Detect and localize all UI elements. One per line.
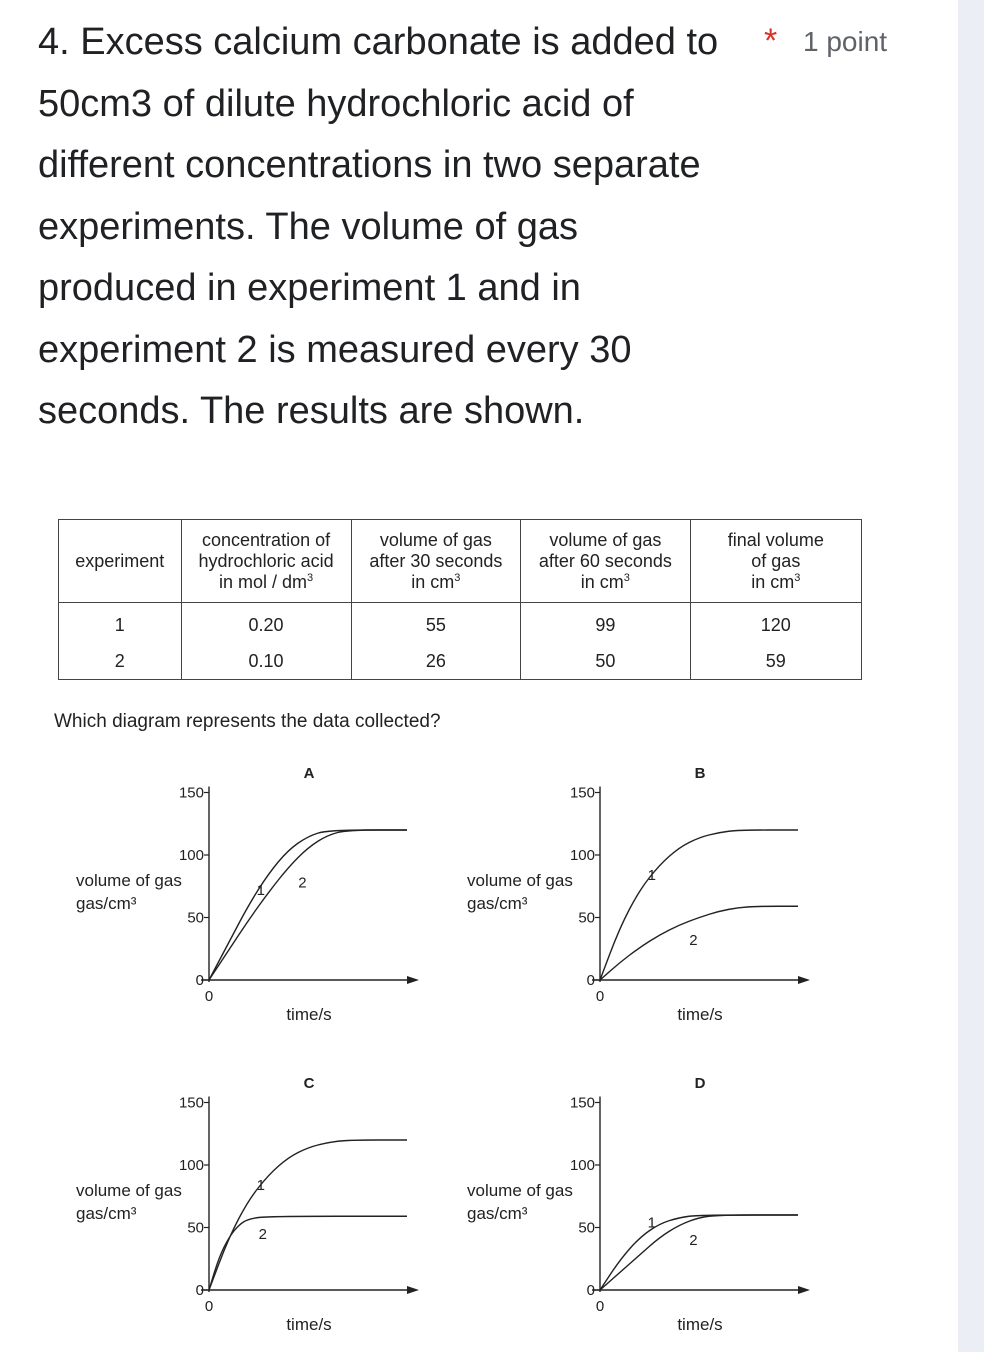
series-label-2: 2 (298, 874, 307, 892)
y-tick-label: 100 (178, 1157, 204, 1174)
y-tick-label: 150 (569, 784, 595, 802)
table-header-cell: volume of gas after 60 seconds in $cm^3$ (521, 520, 691, 603)
series-line-2 (209, 1216, 407, 1290)
table-cell: 1 (59, 603, 182, 644)
y-axis-label-line-2: gas/cm³ (76, 1204, 137, 1223)
table-cell: 99 (521, 603, 691, 644)
y-axis-label-line-2: gas/cm³ (467, 894, 528, 913)
table-header-cell: final volume of gas in $cm^3$ (690, 520, 861, 603)
x-axis-label: time/s (286, 1315, 332, 1334)
y-axis-label-line-1: volume of gas (76, 1181, 182, 1200)
y-tick-label: 50 (187, 909, 204, 927)
x-origin-label: 0 (595, 1298, 605, 1315)
y-axis-label-line-1: volume of gas (76, 871, 182, 890)
x-origin-label: 0 (204, 988, 214, 1005)
table-cell: 55 (351, 603, 521, 644)
question-prompt: Which diagram represents the data collected? (54, 711, 441, 732)
question-text: 4. Excess calcium carbonate is added to 50cm3 of dilute hydrochloric acid of different concentrations in two separate experiments. The volume of gas produced in experiment 1 and in experiment 2 is measured every 30 seconds. The results are shown. (38, 21, 719, 432)
table-cell: 2 (59, 643, 182, 680)
table-cell: 0.20 (181, 603, 351, 644)
table-header-cell: volume of gas after 30 seconds in $cm^3$ (351, 520, 521, 603)
table-cell: 120 (690, 603, 861, 644)
y-tick-label: 0 (586, 972, 595, 989)
y-tick-label: 150 (569, 1094, 595, 1112)
table-cell: 59 (690, 643, 861, 680)
series-label-2: 2 (258, 1225, 267, 1243)
series-label-1: 1 (256, 882, 265, 899)
y-tick-label: 100 (569, 1157, 595, 1174)
series-label-1: 1 (647, 867, 656, 884)
y-tick-label: 50 (578, 909, 595, 927)
y-tick-label: 0 (195, 1282, 204, 1299)
table-header-cell: concentration of hydrochloric acid in mol / $dm^3$ (181, 520, 351, 603)
x-axis-arrowhead (798, 1286, 810, 1294)
required-marker: * (764, 22, 778, 60)
y-tick-label: 50 (187, 1219, 204, 1237)
x-axis-label: time/s (677, 1005, 723, 1024)
y-tick-label: 0 (195, 972, 204, 989)
y-tick-label: 50 (578, 1219, 595, 1237)
y-axis-label-line-2: gas/cm³ (76, 894, 137, 913)
series-label-2: 2 (689, 932, 698, 949)
chart-title: B (694, 765, 706, 782)
series-line-1 (209, 830, 407, 980)
series-line-2 (600, 1215, 798, 1290)
chart-title: C (303, 1075, 315, 1092)
x-origin-label: 0 (595, 988, 605, 1005)
table-cell: 26 (351, 643, 521, 680)
series-line-1 (600, 830, 798, 980)
series-label-1: 1 (647, 1214, 656, 1232)
y-axis-label-line-2: gas/cm³ (467, 1204, 528, 1223)
chart-title: D (694, 1075, 706, 1092)
x-origin-label: 0 (204, 1298, 214, 1315)
y-tick-label: 150 (178, 784, 204, 802)
x-axis-arrowhead (407, 976, 419, 984)
series-label-2: 2 (689, 1232, 698, 1249)
y-tick-label: 150 (178, 1094, 204, 1112)
series-line-1 (209, 1140, 407, 1290)
table-header-cell: experiment (59, 520, 182, 603)
table-cell: 50 (521, 643, 691, 680)
y-tick-label: 0 (586, 1282, 595, 1299)
y-axis-label-line-1: volume of gas (467, 871, 573, 890)
series-line-2 (600, 906, 798, 980)
x-axis-arrowhead (798, 976, 810, 984)
x-axis-arrowhead (407, 1286, 419, 1294)
y-tick-label: 100 (569, 847, 595, 864)
y-tick-label: 100 (178, 847, 204, 864)
table-cell: 0.10 (181, 643, 351, 680)
series-line-1 (600, 1215, 798, 1290)
points-label: 1 point (803, 26, 888, 57)
y-axis-label-line-1: volume of gas (467, 1181, 573, 1200)
x-axis-label: time/s (677, 1315, 723, 1334)
chart-title: A (303, 765, 315, 782)
series-line-2 (209, 830, 407, 980)
series-label-1: 1 (256, 1177, 265, 1194)
x-axis-label: time/s (286, 1005, 332, 1024)
